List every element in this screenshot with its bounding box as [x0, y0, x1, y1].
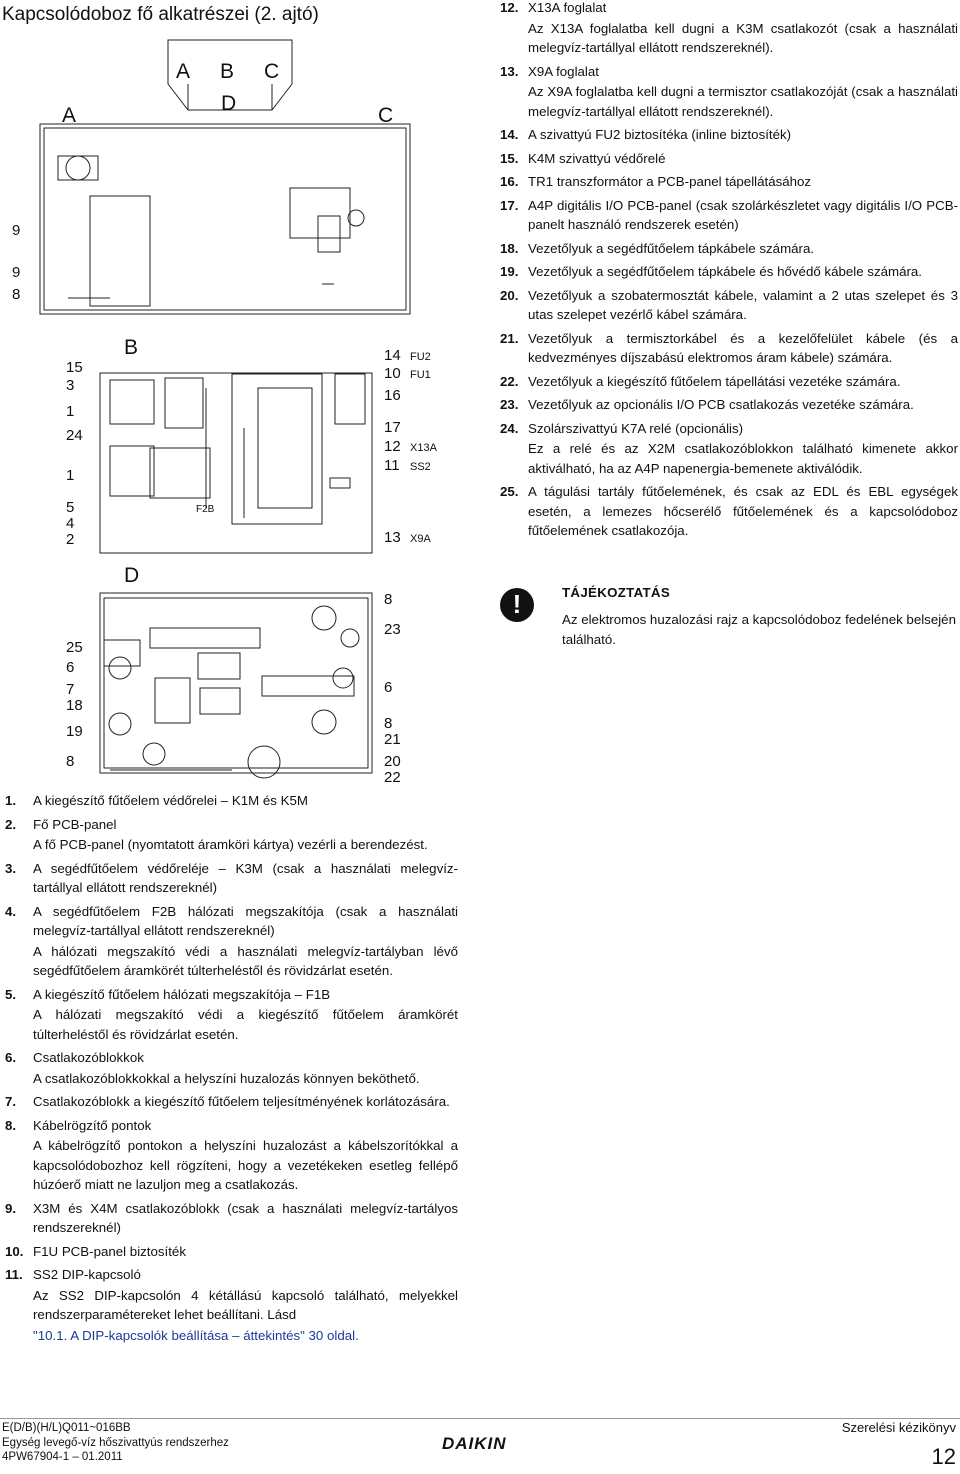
- switch-box-diagram: [0, 28, 450, 788]
- list-item: [500, 0, 958, 58]
- item-text: Szolárszivattyú K7A relé (opcionális): [528, 420, 744, 436]
- callout-right: 14: [384, 347, 401, 364]
- diagram-label-a-top: A: [176, 60, 191, 83]
- diagram-label-d: D: [124, 564, 140, 587]
- item-number: 17.: [500, 197, 519, 213]
- callout-left: 1: [66, 403, 75, 420]
- item-text: Vezetőlyuk a termisztorkábel és a kezelőfelület kábele (és a kedvezményes díjszabású elektromos áram kábele) számára.: [528, 330, 958, 365]
- item-number: 11.: [5, 1267, 23, 1282]
- list-item: [500, 196, 958, 235]
- diagram-label-c-top: C: [264, 60, 280, 83]
- footer-left: [2, 1421, 229, 1465]
- list-item: [500, 262, 958, 282]
- component-label-ss2: SS2: [410, 461, 431, 473]
- item-text: Vezetőlyuk a segédfűtőelem tápkábele és hővédő kábele számára.: [528, 264, 922, 279]
- component-label-x13a: X13A: [410, 442, 437, 454]
- item-text: Az SS2 DIP-kapcsolón 4 kétállású kapcsoló található, melyekkel rendszerparamétereket lehet beállítani. Lásd: [33, 1287, 458, 1322]
- item-text: Fő PCB-panel: [33, 816, 117, 832]
- brand-logo: DAIKIN: [442, 1434, 507, 1453]
- item-number: 20.: [500, 287, 519, 303]
- page-title: Kapcsolódoboz fő alkatrészei (2. ajtó): [2, 4, 319, 25]
- item-text: X3M és X4M csatlakozóblokk (csak a használati melegvíz-tartályos rendszereknél): [33, 1200, 458, 1235]
- callout-right: 22: [384, 769, 401, 786]
- callout-left: 2: [66, 531, 75, 548]
- item-text: A segédfűtőelem védőreléje – K3M (csak a használati melegvíz-tartállyal ellátott rendszereknél): [33, 860, 458, 895]
- note-title: TÁJÉKOZTATÁS: [562, 585, 671, 600]
- callout-left: 15: [66, 359, 83, 376]
- list-item: [500, 239, 958, 259]
- callout-left: 18: [66, 697, 83, 714]
- footer-divider: [0, 1418, 960, 1419]
- item-text: A kábelrögzítő pontokon a helyszíni huzalozást a kábelszorítókkal a kapcsolódobozhoz kell rögzíteni, hogy a vezetékeken esetleg fellépő húzóerő miatt ne lazuljon meg a csatlakozás.: [33, 1138, 458, 1192]
- diagram-label-b: B: [124, 336, 139, 359]
- item-text: Vezetőlyuk a szobatermosztát kábele, valamint a 2 utas szelepet és 3 utas szelepet vezérlő kábel számára.: [528, 287, 958, 322]
- footer-manual-title: Szerelési kézikönyv: [841, 1420, 956, 1435]
- callout-right: 8: [384, 715, 393, 732]
- item-text: A csatlakozóblokkokkal a helyszíni huzalozás könnyen beköthető.: [33, 1070, 420, 1086]
- item-number: 2.: [5, 816, 17, 832]
- item-number: 23.: [500, 397, 519, 412]
- item-number: 22.: [500, 373, 519, 389]
- item-text: A hálózati megszakító védi a kiegészítő fűtőelem áramkörét túlterheléstől és rövidzárlat esetén.: [33, 1007, 458, 1042]
- item-text: A fő PCB-panel (nyomtatott áramköri kártya) vezérli a berendezést.: [33, 837, 428, 852]
- item-text: A segédfűtőelem F2B hálózati megszakítója (csak a használati melegvíz-tartállyal ellátott rendszereknél): [33, 903, 458, 938]
- left-component-list: [5, 791, 458, 1349]
- diagram-label-a-left: A: [62, 104, 77, 127]
- callout-right: 13: [384, 529, 401, 546]
- callout-left: 7: [66, 681, 75, 698]
- item-text: X9A foglalat: [528, 63, 599, 79]
- item-text: Vezetőlyuk az opcionális I/O PCB csatlakozás vezetéke számára.: [528, 397, 914, 412]
- item-text: Vezetőlyuk a segédfűtőelem tápkábele számára.: [528, 240, 815, 256]
- callout-right: 17: [384, 419, 401, 436]
- component-label-x9a: X9A: [410, 533, 431, 545]
- item-number: 10.: [5, 1243, 24, 1259]
- item-text: A hálózati megszakító védi a használati melegvíz-tartályban lévő segédfűtőelem áramkörét túlterheléstől és rövidzárlat esetén.: [33, 943, 458, 978]
- callout-left: 1: [66, 467, 75, 484]
- item-text: A kiegészítő fűtőelem hálózati megszakítója – F1B: [33, 986, 331, 1002]
- item-number: 24.: [500, 420, 519, 436]
- item-text: Csatlakozóblokkok: [33, 1050, 144, 1065]
- list-item: [5, 859, 458, 898]
- list-item: [5, 1265, 458, 1345]
- diagram-label-c-right: C: [378, 104, 394, 127]
- callout-right: 10: [384, 365, 401, 382]
- list-item: [5, 985, 458, 1045]
- callout-left: 9: [12, 222, 21, 239]
- callout-right: 11: [384, 457, 400, 474]
- callout-left: 9: [12, 264, 21, 281]
- list-item: [5, 815, 458, 855]
- component-label-fu1: FU1: [410, 369, 431, 381]
- footer-part-number: 4PW67904-1 – 01.2011: [2, 1451, 123, 1463]
- page-number: 12: [931, 1444, 956, 1469]
- list-item: [500, 372, 958, 392]
- callout-left: 25: [66, 639, 83, 656]
- item-text: Vezetőlyuk a kiegészítő fűtőelem tápellátási vezetéke számára.: [528, 373, 901, 389]
- item-text: Ez a relé és az X2M csatlakozóblokkon található kimenete akkor aktiválható, ha az A4P napenergia-bemenete aktiválódik.: [528, 441, 958, 476]
- item-number: 1.: [5, 793, 17, 808]
- item-text: K4M szivattyú védőrelé: [528, 150, 666, 166]
- list-item: [5, 902, 458, 981]
- list-item: [500, 329, 958, 368]
- note-text: Az elektromos huzalozási rajz a kapcsolódoboz fedelének belsején található.: [562, 612, 956, 647]
- list-item: [500, 419, 958, 479]
- callout-left: 3: [66, 377, 75, 394]
- item-number: 6.: [5, 1050, 17, 1065]
- list-item: [500, 286, 958, 325]
- item-text: Kábelrögzítő pontok: [33, 1117, 152, 1133]
- list-item: [500, 395, 958, 415]
- item-number: 19.: [500, 264, 519, 279]
- information-note: [500, 582, 958, 662]
- callout-right: 21: [384, 731, 401, 748]
- footer-doc-code: E(D/B)(H/L)Q011~016BB: [2, 1422, 131, 1434]
- diagram-label-d-top: D: [221, 92, 237, 115]
- callout-right: 8: [384, 591, 393, 608]
- item-text: F1U PCB-panel biztosíték: [33, 1243, 186, 1259]
- item-number: 12.: [500, 0, 519, 15]
- list-item: [5, 1199, 458, 1238]
- warning-icon: [500, 588, 534, 622]
- item-number: 5.: [5, 986, 17, 1002]
- item-text: A tágulási tartály fűtőelemének, és csak az EDL és EBL egységek esetén, a lemezes hőcserélő fűtőelemének és a kapcsolódoboz fűtőelemének csatlakozója.: [528, 484, 958, 538]
- item-number: 15.: [500, 150, 519, 166]
- list-item: [500, 482, 958, 541]
- callout-right: 23: [384, 621, 401, 638]
- callout-right: 12: [384, 438, 401, 455]
- diagram-label-b-top: B: [220, 60, 235, 83]
- item-text: Az X13A foglalatba kell dugni a K3M csatlakozót (csak a használati melegvíz-tartállyal ellátott rendszereknél).: [528, 20, 958, 55]
- callout-right: 16: [384, 387, 401, 404]
- item-text: Csatlakozóblokk a kiegészítő fűtőelem teljesítményének korlátozására.: [33, 1094, 450, 1109]
- item-text: Az X9A foglalatba kell dugni a termisztor csatlakozóját (csak a használati melegvíz-tartállyal ellátott rendszereknél).: [528, 84, 958, 119]
- list-item: [5, 1116, 458, 1195]
- callout-left: 4: [66, 515, 75, 532]
- item-number: 4.: [5, 903, 17, 919]
- cross-reference-link[interactable]: "10.1. A DIP-kapcsolók beállítása – áttekintés" 30 oldal.: [33, 1327, 359, 1343]
- callout-left: 8: [12, 286, 21, 303]
- item-number: 21.: [500, 330, 519, 346]
- list-item: [5, 1092, 458, 1112]
- item-text: A kiegészítő fűtőelem védőrelei – K1M és K5M: [33, 793, 308, 808]
- item-text: A szivattyú FU2 biztosítéka (inline biztosíték): [528, 127, 792, 142]
- item-number: 7.: [5, 1094, 17, 1109]
- callout-left: 5: [66, 499, 75, 516]
- list-item: [500, 125, 958, 145]
- item-text: A4P digitális I/O PCB-panel (csak szolárkészletet vagy digitális I/O PCB-panelt használó rendszerek esetén): [528, 197, 958, 232]
- callout-left: 6: [66, 659, 75, 676]
- callout-right: 20: [384, 753, 401, 770]
- component-label-f2b: F2B: [196, 504, 215, 515]
- right-component-list: [500, 0, 958, 545]
- component-label-fu2: FU2: [410, 351, 431, 363]
- callout-left: 24: [66, 427, 83, 444]
- item-text: SS2 DIP-kapcsoló: [33, 1267, 141, 1282]
- item-number: 9.: [5, 1200, 17, 1216]
- item-number: 18.: [500, 240, 519, 256]
- item-number: 14.: [500, 127, 519, 142]
- item-text: TR1 transzformátor a PCB-panel tápellátásához: [528, 174, 812, 189]
- item-text: X13A foglalat: [528, 0, 607, 15]
- list-item: [5, 1048, 458, 1088]
- list-item: [500, 172, 958, 192]
- item-number: 13.: [500, 63, 519, 79]
- list-item: [500, 62, 958, 122]
- callout-left: 8: [66, 753, 75, 770]
- list-item: [5, 791, 458, 811]
- callout-left: 19: [66, 723, 83, 740]
- callout-right: 6: [384, 679, 393, 696]
- list-item: [5, 1242, 458, 1262]
- item-number: 16.: [500, 174, 519, 189]
- item-number: 25.: [500, 484, 519, 499]
- footer-subtitle: Egység levegő-víz hőszivattyús rendszerhez: [2, 1436, 229, 1449]
- item-number: 3.: [5, 860, 17, 876]
- list-item: [500, 149, 958, 169]
- item-number: 8.: [5, 1117, 17, 1133]
